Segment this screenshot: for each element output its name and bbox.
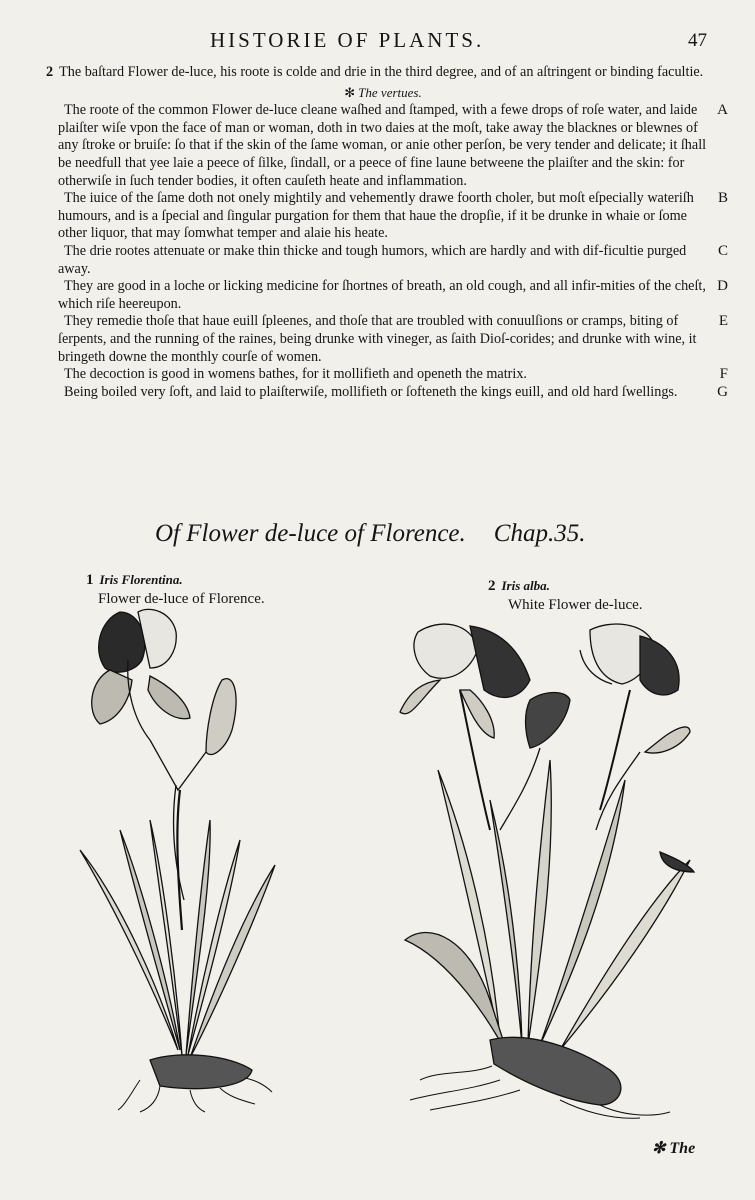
flower-petals [99, 612, 145, 672]
rhizome [150, 1055, 252, 1089]
figure-english-name: Flower de-luce of Florence. [98, 591, 265, 607]
figure-latin-name: Iris Florentina. [99, 572, 183, 587]
figure-number: 2 [488, 578, 496, 594]
sword-leaf [80, 850, 178, 1050]
asterism-icon: ✻ [344, 84, 356, 100]
paragraph-text: They are good in a loche or licking medicine for ſhortnes of breath, an old cough, and all infir-mities of the cheſt, which riſe heereupon. [58, 278, 706, 312]
iris-alba-woodcut [400, 624, 694, 1118]
flower-petals [414, 624, 478, 678]
iris-florentina-woodcut [80, 609, 275, 1112]
figure-english-name: White Flower de-luce. [508, 597, 643, 613]
sword-leaf [438, 770, 500, 1040]
margin-letter: G [717, 383, 728, 400]
paragraph-text: They remedie thoſe that haue euill ſpleenes, and thoſe that are troubled with conuulſions or cramps, biting of ſerpents, and the running of the raines, being drunke with vineger, as ſaith Dioſ-corides; and drunke with wine, it bringeth downe the monthly courſe of women. [58, 313, 697, 365]
intro-number: 2 [46, 64, 54, 80]
paragraph-text: The drie rootes attenuate or make thin thicke and tough humors, which are hardly and with dif-ficultie purged away. [58, 242, 687, 277]
seed-pod [526, 693, 571, 749]
intro-text: The baſtard Flower de-luce, his roote is colde and drie in the third degree, and of an aſtringent or binding facultie. [59, 64, 704, 80]
figure-number: 1 [86, 572, 94, 588]
running-title: HISTORIE OF PLANTS. [210, 28, 485, 52]
margin-letter: B [717, 190, 728, 207]
margin-letter: E [718, 313, 728, 330]
chapter-title: Of Flower de-luce of Florence. [155, 520, 466, 547]
paragraph-text: The decoction is good in womens bathes, for it mollifieth and openeth the matrix. [64, 366, 527, 383]
catchword: ✻ The [652, 1140, 696, 1157]
chapter-number: Chap.35. [493, 520, 586, 547]
flower-bud [206, 679, 236, 755]
vertues-heading-text: The vertues. [358, 84, 422, 100]
paragraph-text: The roote of the common Flower de-luce cleane waſhed and ſtamped, with a fewe drops of roſe water, and laide plaiſter wiſe vpon the face of man or woman, doth in two daies at the moſt, take away the blacknes or blewnes of any ſtroke or bruiſe: ſo that if the skin of the ſame woman, or anie other perſon, be very tender and delicate; it ſhall be needfull that yee laie a peece of ſilke, ſindall, or a peece of fine laune betweene the plaiſter and the skin: for otherwiſe in ſuch tender bodies, it often cauſeth heate and inflammation. [58, 102, 707, 189]
paragraph-text: Being boiled very ſoft, and laid to plaiſterwiſe, mollifieth or ſofteneth the kings euill, and old hard ſwellings. [64, 383, 678, 400]
rhizome [490, 1037, 621, 1105]
margin-letter: F [719, 366, 728, 383]
margin-letter: D [717, 278, 728, 295]
page-number: 47 [688, 30, 707, 51]
margin-letter: C [717, 242, 728, 259]
figure-latin-name: Iris alba. [501, 578, 550, 593]
paragraph-text: The iuice of the ſame doth not onely mightily and vehemently drawe foorth choler, but moſt eſpecially wateriſh humours, and is a ſpecial and ſingular purgation for them that haue the dropſie, if it be drunke in whaie or ſome other liquor, that may ſomwhat temper and alaie his heate. [58, 190, 694, 242]
margin-letter: A [717, 102, 728, 119]
